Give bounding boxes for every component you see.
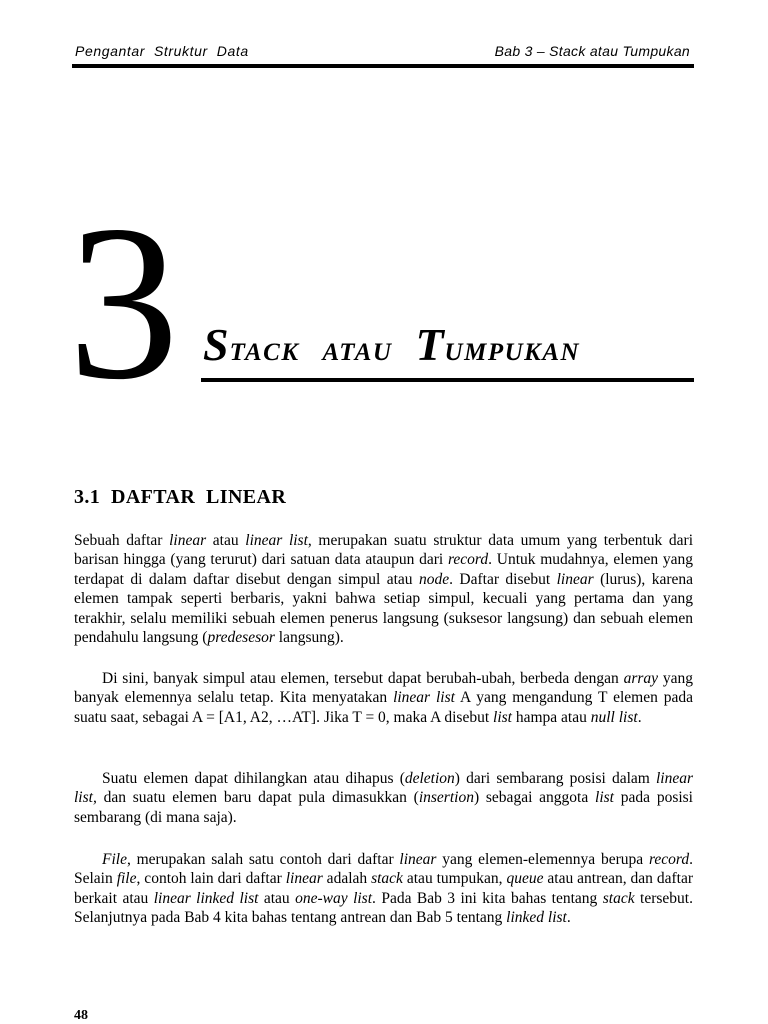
text-run: ) dari sembarang posisi dalam	[454, 770, 656, 787]
text-run: . Selain	[74, 851, 693, 888]
page-number: 48	[74, 1008, 88, 1023]
text-run: .	[566, 909, 571, 927]
italic-term: linear linked list	[153, 889, 259, 907]
italic-term: file	[116, 870, 137, 888]
italic-term: node	[418, 570, 450, 588]
paragraph-2	[74, 669, 693, 727]
italic-term: queue	[506, 870, 544, 888]
italic-term: stack	[371, 870, 403, 888]
text-run: atau	[206, 532, 246, 549]
text-run: atau	[258, 889, 296, 907]
italic-term: linear	[399, 851, 437, 868]
italic-term: predesesor	[207, 629, 275, 647]
text-run: yang elemen-elemennya berupa	[436, 851, 649, 868]
paragraph-4	[74, 850, 693, 928]
chapter-title-initial-s: S	[203, 319, 230, 370]
italic-term: linear	[169, 532, 207, 549]
italic-term: record	[648, 851, 690, 868]
chapter-title	[203, 319, 581, 370]
header-chapter-title: Bab 3 – Stack atau Tumpukan	[494, 43, 690, 59]
italic-term: null list	[590, 708, 638, 726]
chapter-title-atau: ATAU	[322, 339, 393, 366]
text-run: . Untuk mudahnya, elemen yang terdapat di dalam daftar disebut dengan simpul atau	[74, 551, 694, 588]
section-heading: 3.1 DAFTAR LINEAR	[74, 486, 287, 508]
text-run: adalah	[322, 870, 372, 888]
italic-term: list	[493, 708, 512, 726]
italic-term: insertion	[418, 789, 474, 807]
text-run: hampa atau	[511, 708, 591, 726]
text-run: atau antrean, dan daftar berkait atau	[74, 870, 694, 907]
chapter-title-rule	[201, 378, 694, 382]
text-run: , merupakan suatu struktur data umum yang terbentuk dari barisan hingga (yang terurut) dari satuan data ataupun dari	[74, 532, 694, 569]
text-run: pada posisi sembarang (di mana saja).	[74, 789, 693, 826]
header-book-title: Pengantar Struktur Data	[75, 43, 249, 59]
chapter-title-tack: TACK	[229, 339, 300, 366]
chapter-title-umpukan: UMPUKAN	[444, 339, 581, 366]
chapter-title-initial-t: T	[415, 319, 445, 370]
header-rule	[72, 64, 694, 68]
text-run: , contoh lain dari daftar	[136, 870, 286, 888]
text-run: langsung).	[274, 629, 344, 647]
italic-term: linear	[556, 570, 594, 588]
italic-term: record	[447, 551, 489, 569]
italic-term: linear list	[393, 689, 455, 707]
text-run: A yang mengandung T elemen pada suatu saat, sebagai A = [A1, A2, …AT]. Jika T = 0, maka A disebut	[74, 689, 693, 726]
text-run: . Pada Bab 3 ini kita bahas tentang	[372, 889, 603, 907]
text-run: (lurus), karena elemen tampak seperti berbaris, yakni bahwa setiap simpul, kecuali yang pertama dan yang terakhir, selalu memiliki sebuah elemen penerus langsung (suksesor langsung) dan sebuah elemen pendahulu langsung (	[74, 570, 694, 647]
text-run: Sebuah daftar	[74, 532, 170, 549]
italic-term: File	[102, 851, 127, 868]
italic-term: linear list	[245, 532, 308, 549]
italic-term: linear	[285, 870, 323, 888]
text-run: Suatu elemen dapat dihilangkan atau dihapus (	[102, 770, 405, 787]
text-run: atau tumpukan,	[402, 870, 507, 888]
text-run: yang banyak elemennya selalu tetap. Kita menyatakan	[74, 670, 694, 707]
italic-term: linear list,	[74, 770, 693, 807]
text-run: .	[637, 708, 642, 726]
italic-term: list	[595, 789, 614, 807]
running-header	[73, 43, 694, 61]
italic-term: array	[623, 670, 659, 687]
text-run: tersebut. Selanjutnya pada Bab 4 kita bahas tentang antrean dan Bab 5 tentang	[74, 889, 693, 927]
italic-term: linked list	[506, 909, 567, 927]
text-run: dan suatu elemen baru dapat pula dimasukkan (	[96, 789, 419, 807]
paragraph-1	[74, 531, 693, 647]
chapter-number: 3	[68, 180, 179, 426]
text-run: Di sini, banyak simpul atau elemen, tersebut dapat berubah-ubah, berbeda dengan	[102, 670, 624, 687]
italic-term: stack	[602, 889, 635, 907]
italic-term: deletion	[404, 770, 455, 787]
italic-term: one-way list	[295, 889, 373, 907]
paragraph-3	[74, 769, 693, 827]
text-run: ) sebagai anggota	[473, 789, 596, 807]
text-run: , merupakan salah satu contoh dari daftar	[126, 851, 400, 868]
text-run: . Daftar disebut	[449, 570, 557, 588]
